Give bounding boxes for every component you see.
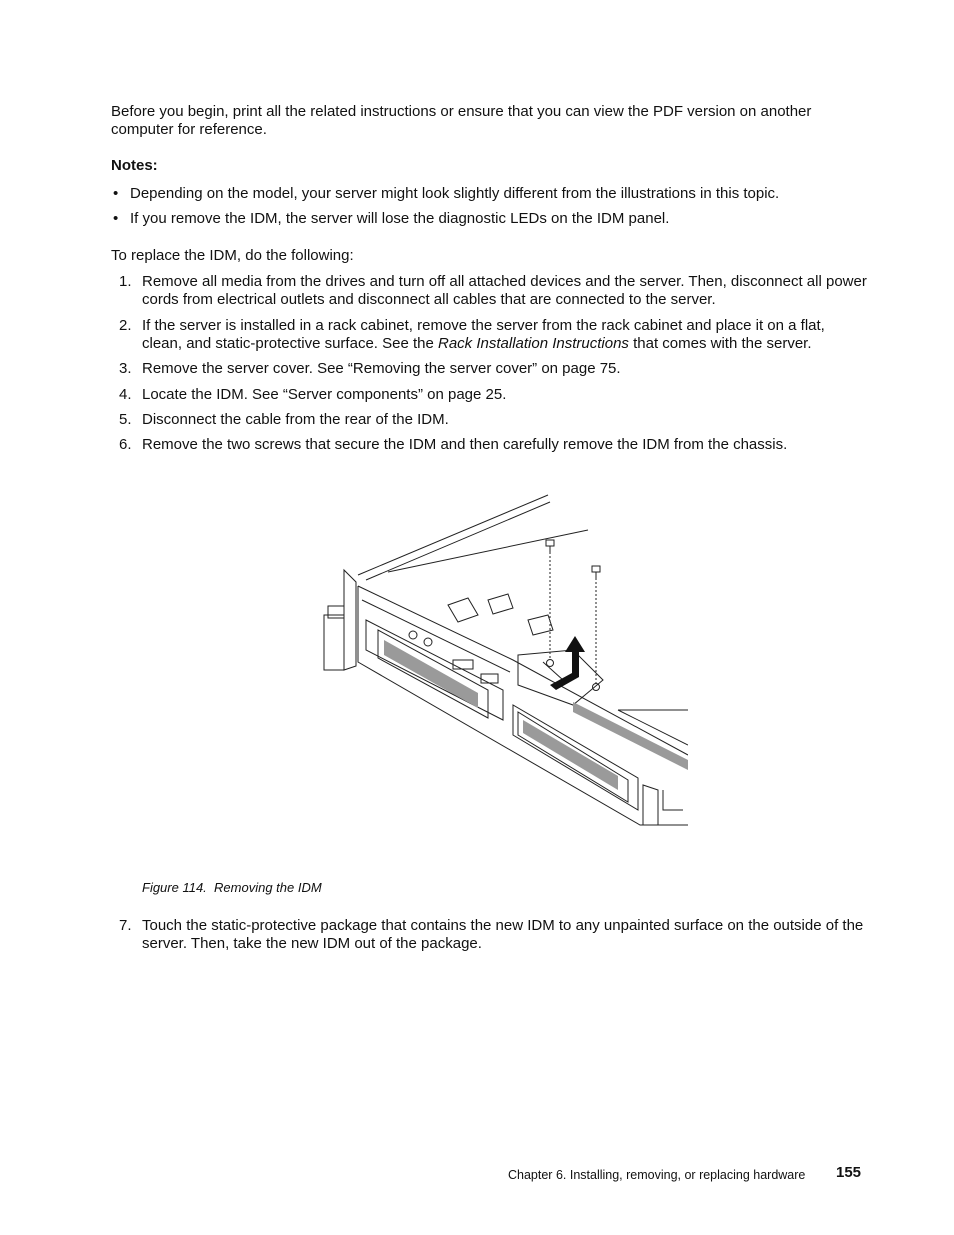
figure-title: Removing the IDM — [214, 880, 322, 895]
step-text: Disconnect the cable from the rear of the IDM. — [142, 411, 449, 428]
step-number: 5. — [119, 411, 132, 428]
step-number: 6. — [119, 436, 132, 453]
step-text: Remove the server cover. See “Removing the server cover” on page 75. — [142, 360, 621, 377]
figure-caption — [142, 879, 322, 897]
step-number: 3. — [119, 360, 132, 377]
step-number: 2. — [119, 317, 132, 334]
page-number: 155 — [836, 1164, 862, 1181]
step-text: Touch the static-protective package that contains the new IDM to any unpainted surface on the outside of the server. Then, take the new IDM out of the package. — [142, 917, 864, 952]
bullet-icon: • — [113, 210, 119, 227]
step-text: If the server is installed in a rack cabinet, remove the server from the rack cabinet and place it on a flat, clean, and static-protective surface. See the Rack Installation Instructions that comes with the server. — [142, 317, 825, 352]
step-text: Remove all media from the drives and turn off all attached devices and the server. Then, disconnect all power cords from electrical outlets and disconnect all cables that are connected to the server. — [142, 273, 867, 308]
footer-chapter: Chapter 6. Installing, removing, or replacing hardware — [508, 1168, 806, 1182]
figure-label: Figure 114. — [142, 880, 207, 895]
idm-removal-illustration — [318, 490, 688, 830]
step-text: Remove the two screws that secure the IDM and then carefully remove the IDM from the chassis. — [142, 436, 788, 453]
rack-instructions-title: Rack Installation Instructions — [438, 335, 629, 352]
step-number: 4. — [119, 386, 132, 403]
intro-paragraph: Before you begin, print all the related instructions or ensure that you can view the PDF version on another computer for reference. — [111, 103, 812, 138]
note-text: If you remove the IDM, the server will lose the diagnostic LEDs on the IDM panel. — [130, 210, 670, 227]
arrow-up-icon — [550, 636, 585, 690]
notes-heading: Notes: — [111, 157, 158, 174]
step-text: Locate the IDM. See “Server components” on page 25. — [142, 386, 507, 403]
procedure-intro: To replace the IDM, do the following: — [111, 247, 354, 264]
step-number: 1. — [119, 273, 132, 290]
bullet-icon: • — [113, 185, 119, 202]
step-number: 7. — [119, 917, 132, 934]
note-text: Depending on the model, your server might look slightly different from the illustrations in this topic. — [130, 185, 780, 202]
